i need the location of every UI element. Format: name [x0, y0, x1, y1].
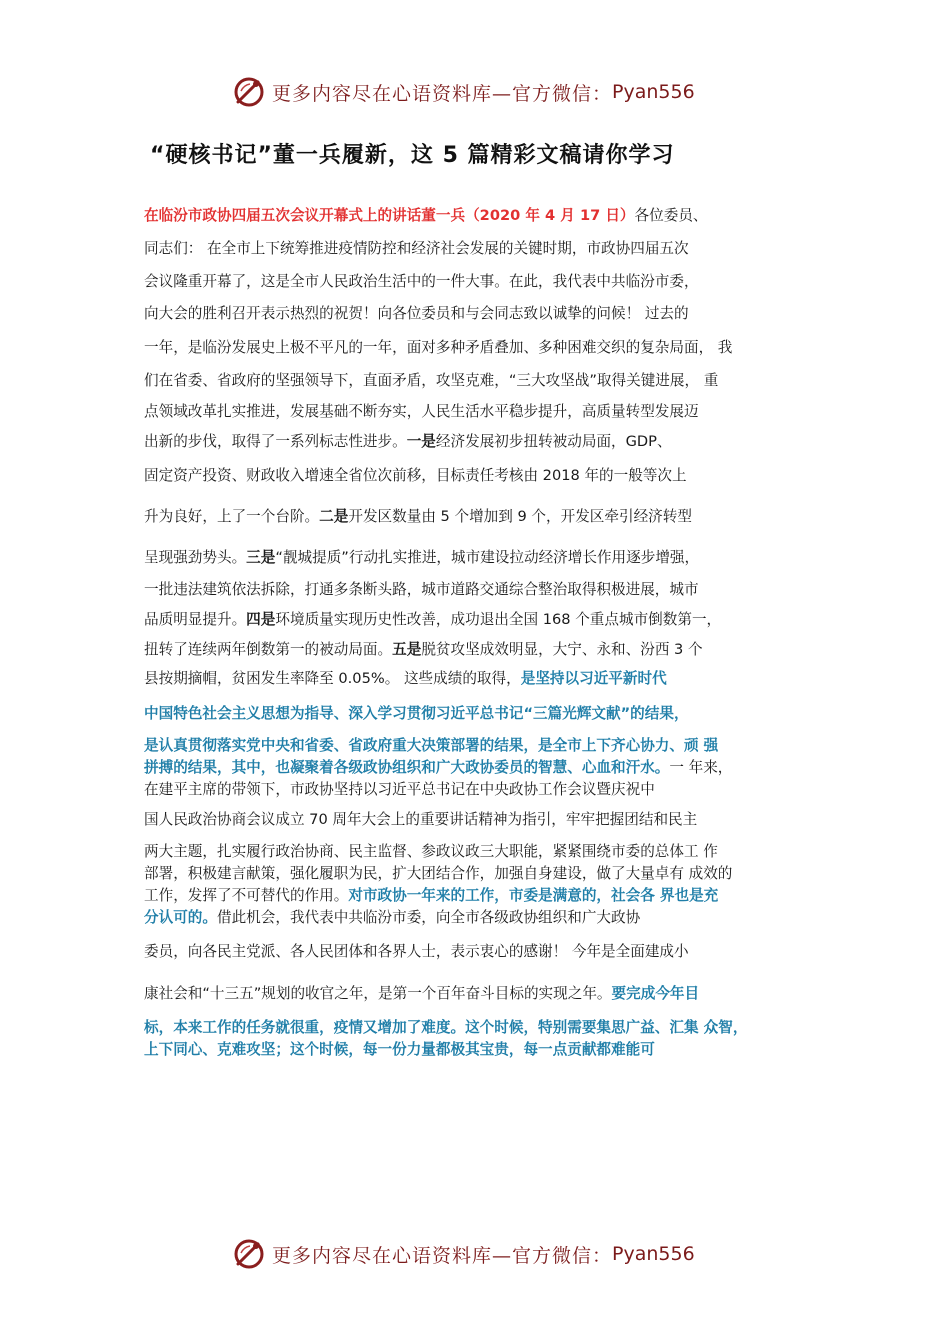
text-run: 品质明显提升。	[144, 611, 247, 628]
text-run: 们在省委、省政府的坚强领导下，直面矛盾，攻坚克难，“三大攻坚战”取得关键进展， 重	[144, 372, 719, 389]
paragraph-line	[144, 464, 687, 485]
text-run: 二是	[319, 508, 349, 525]
text-run: 县按期摘帽，贫困发生率降至 0.05%。 这些成绩的取得，	[144, 670, 521, 687]
paragraph-line	[144, 505, 692, 526]
paragraph-line	[144, 237, 689, 258]
brush-logo-icon	[232, 1237, 266, 1271]
paragraph-line	[144, 369, 718, 390]
paragraph-line	[144, 778, 655, 799]
banner-text: 更多内容尽在心语资料库—官方微信：	[272, 82, 613, 105]
text-run: 康社会和“十三五”规划的收官之年，是第一个百年奋斗目标的实现之年。	[144, 985, 612, 1002]
text-run: 各位委员、	[634, 207, 708, 224]
header-banner	[232, 72, 722, 112]
text-run: 工作，发挥了不可替代的作用。	[144, 887, 349, 904]
paragraph-line	[144, 336, 732, 357]
text-run: 在建平主席的带领下，市政协坚持以习近平总书记在中央政协工作会议暨庆祝中	[144, 781, 655, 798]
text-run: 拼搏的结果，其中，也凝聚着各级政协组织和广大政协委员的智慧、心血和汗水。	[144, 759, 670, 776]
text-run: 一是	[406, 433, 436, 450]
text-run: 在临汾市政协四届五次会议开幕式上的讲话董一兵（2020 年 4 月 17 日）	[144, 207, 635, 224]
text-run: 借此机会，我代表中共临汾市委，向全市各级政协组织和广大政协	[216, 909, 641, 926]
paragraph-line	[144, 808, 697, 829]
text-run: 会议隆重开幕了，这是全市人民政治生活中的一件大事。在此，我代表中共临汾市委，	[144, 273, 699, 290]
text-run: 要完成今年目	[611, 985, 700, 1002]
text-run: 部署，积极建言献策，强化履职为民，扩大团结合作，加强自身建设，做了大量卓有 成效的	[144, 865, 733, 882]
text-run: “靓城提质”行动扎实推进，城市建设拉动经济增长作用逐步增强，	[275, 549, 700, 566]
paragraph-line	[144, 400, 699, 421]
paragraph-line	[144, 702, 689, 723]
text-run: 四是	[246, 611, 276, 628]
banner-wechat-id: Pyan556	[612, 81, 695, 103]
paragraph-line	[144, 940, 689, 961]
paragraph-line	[144, 734, 718, 755]
paragraph-line	[144, 840, 718, 861]
text-run: 出新的步伐，取得了一系列标志性进步。	[144, 433, 407, 450]
paragraph-line	[144, 906, 640, 927]
text-run: 两大主题，扎实履行政治协商、民主监督、参政议政三大职能，紧紧围绕市委的总体工 作	[144, 843, 718, 860]
article-title: “硬核书记”董一兵履新，这 5 篇精彩文稿请你学习	[150, 143, 675, 168]
text-run: 上下同心、克难攻坚；这个时候，每一份力量都极其宝贵，每一点贡献都难能可	[144, 1041, 655, 1058]
footer-banner	[232, 1234, 722, 1274]
paragraph-line	[144, 302, 689, 323]
paragraph-line	[144, 204, 708, 225]
text-run: 分认可的。	[144, 909, 217, 926]
text-run: 经济发展初步扭转被动局面，GDP、	[435, 433, 672, 450]
paragraph-line	[144, 1016, 747, 1037]
banner-wechat-id: Pyan556	[612, 1243, 695, 1265]
text-run: 委员，向各民主党派、各人民团体和各界人士，表示衷心的感谢！ 今年是全面建成小	[144, 943, 689, 960]
text-run: 呈现强劲势头。	[144, 549, 247, 566]
text-run: 固定资产投资、财政收入增速全省位次前移，目标责任考核由 2018 年的一般等次上	[144, 467, 687, 484]
text-run: 扭转了连续两年倒数第一的被动局面。	[144, 641, 393, 658]
text-run: 五是	[392, 641, 422, 658]
text-run: 同志们： 在全市上下统筹推进疫情防控和经济社会发展的关键时期，市政协四届五次	[144, 240, 689, 257]
text-run: 是认真贯彻落实党中央和省委、省政府重大决策部署的结果，是全市上下齐心协力、顽 强	[144, 737, 719, 754]
paragraph-line	[144, 578, 699, 599]
text-run: 对市政协一年来的工作，市委是满意的，社会各 界也是充	[348, 887, 719, 904]
paragraph-line	[144, 982, 699, 1003]
paragraph-line	[144, 638, 703, 659]
paragraph-line	[144, 756, 732, 777]
paragraph-line	[144, 270, 699, 291]
text-run: 中国特色社会主义思想为指导、深入学习贯彻习近平总书记“三篇光辉文献”的结果，	[144, 705, 689, 722]
text-run: 点领域改革扎实推进，发展基础不断夯实，人民生活水平稳步提升，高质量转型发展迈	[144, 403, 699, 420]
text-run: 标，本来工作的任务就很重，疫情又增加了难度。这个时候，特别需要集思广益、汇集 众智，	[144, 1019, 748, 1036]
paragraph-line	[144, 430, 672, 451]
text-run: 三是	[246, 549, 276, 566]
paragraph-line	[144, 862, 732, 883]
text-run: 向大会的胜利召开表示热烈的祝贺！向各位委员和与会同志致以诚挚的问候！ 过去的	[144, 305, 689, 322]
text-run: 一批违法建筑依法拆除，打通多条断头路，城市道路交通综合整治取得积极进展，城市	[144, 581, 699, 598]
text-run: 一 年来，	[669, 759, 733, 776]
text-run: 一年，是临汾发展史上极不平凡的一年，面对多种矛盾叠加、多种困难交织的复杂局面， 我	[144, 339, 733, 356]
paragraph-line	[144, 546, 699, 567]
paragraph-line	[144, 608, 721, 629]
text-run: 开发区数量由 5 个增加到 9 个，开发区牵引经济转型	[348, 508, 692, 525]
brush-logo-icon	[232, 75, 266, 109]
text-run: 国人民政治协商会议成立 70 周年大会上的重要讲话精神为指引，牢牢把握团结和民主	[144, 811, 698, 828]
paragraph-line	[144, 667, 667, 688]
text-run: 是坚持以习近平新时代	[520, 670, 667, 687]
text-run: 环境质量实现历史性改善，成功退出全国 168 个重点城市倒数第一，	[275, 611, 722, 628]
text-run: 脱贫攻坚成效明显，大宁、永和、汾西 3 个	[421, 641, 703, 658]
paragraph-line	[144, 884, 718, 905]
banner-text: 更多内容尽在心语资料库—官方微信：	[272, 1244, 613, 1267]
text-run: 升为良好，上了一个台阶。	[144, 508, 320, 525]
paragraph-line	[144, 1038, 655, 1059]
